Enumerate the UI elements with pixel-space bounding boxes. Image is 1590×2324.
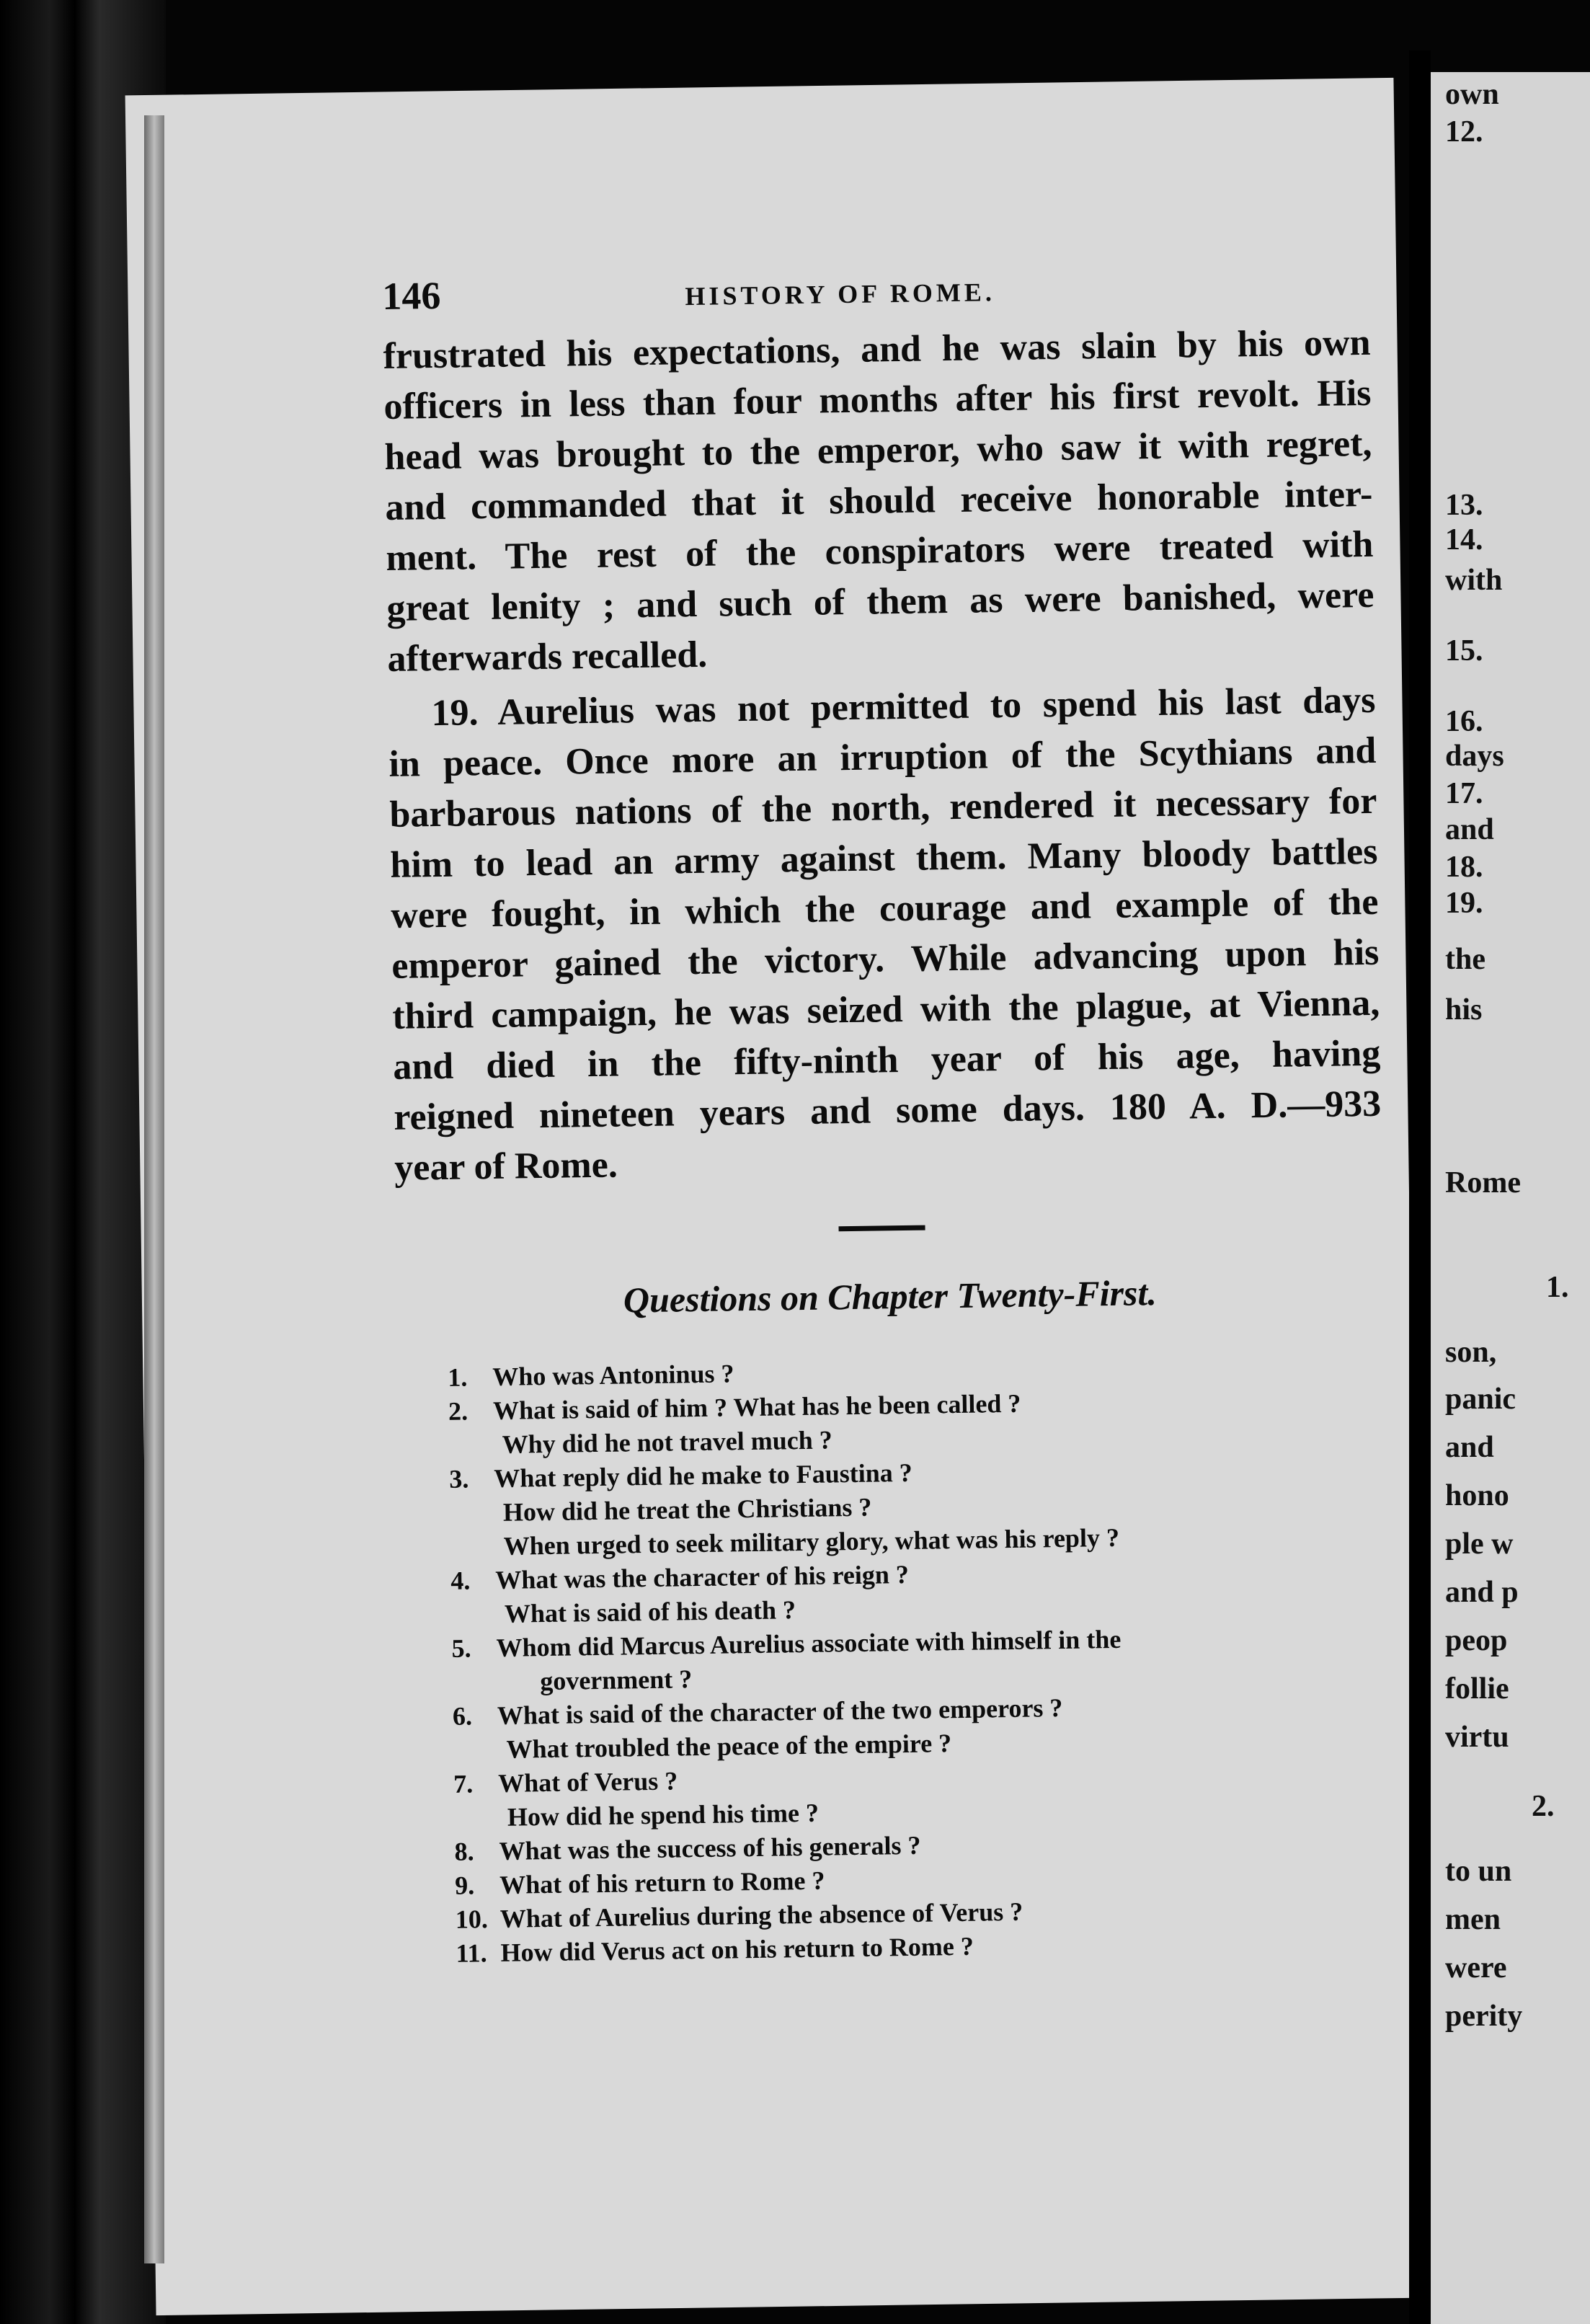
question-text: How did he treat the Christians ? xyxy=(502,1492,872,1527)
text-line: third campaign, he was seized with the plague, at Vienna, xyxy=(391,982,1380,1037)
question-item xyxy=(453,1755,1391,1835)
text-line: were fought, in which the courage and example of the xyxy=(391,881,1379,936)
question-text: How did he spend his time ? xyxy=(507,1798,820,1832)
question-number: 6. xyxy=(452,1701,473,1731)
question-number: 3. xyxy=(449,1464,469,1494)
text-line: and died in the fifty-ninth year of his age, having xyxy=(392,1032,1381,1088)
question-texts xyxy=(495,1558,910,1631)
question-text: What of Aurelius during the absence of Verus ? xyxy=(499,1897,1023,1933)
question-text: Who was Antoninus ? xyxy=(492,1359,734,1392)
text-line: frustrated his expectations, and he was slain by his own xyxy=(383,321,1371,377)
facing-line: son, xyxy=(1445,1336,1497,1369)
question-number: 1. xyxy=(448,1362,468,1392)
facing-line: ple w xyxy=(1445,1527,1514,1561)
section-divider xyxy=(839,1225,925,1232)
paragraph xyxy=(388,675,1382,1194)
page-content xyxy=(382,260,1393,1972)
facing-line: perity xyxy=(1445,2000,1523,2033)
questions-list xyxy=(397,1348,1393,1972)
text-line: great lenity ; and such of them as were banished, were xyxy=(386,574,1374,629)
question-number: 7. xyxy=(453,1769,474,1799)
facing-line: to un xyxy=(1445,1855,1512,1888)
question-texts xyxy=(493,1387,1022,1462)
questions-heading: Questions on Chapter Twenty-First. xyxy=(623,1272,1158,1321)
text-line: emperor gained the victory. While advancing upon his xyxy=(391,931,1380,987)
facing-line: 1. xyxy=(1546,1271,1569,1304)
question-number: 8. xyxy=(454,1837,474,1866)
text-line: officers in less than four months after his first revolt. His xyxy=(383,372,1372,427)
facing-line: peop xyxy=(1445,1624,1508,1657)
question-texts xyxy=(498,1762,819,1835)
question-text: government ? xyxy=(539,1664,693,1696)
text-line: barbarous nations of the north, rendered it necessary for xyxy=(389,780,1377,835)
text-line: reigned nineteen years and some days. 180 A. D.—933 xyxy=(393,1083,1382,1138)
text-line: him to lead an army against them. Many bloody battles xyxy=(390,830,1378,886)
question-texts xyxy=(496,1623,1122,1699)
question-item xyxy=(448,1382,1386,1463)
question-item xyxy=(450,1551,1388,1632)
page-edge xyxy=(144,115,164,2263)
facing-line: virtu xyxy=(1445,1721,1509,1754)
facing-line: were xyxy=(1445,1951,1507,1984)
facing-line: and xyxy=(1445,813,1494,846)
facing-page xyxy=(1431,72,1590,2324)
question-number: 4. xyxy=(450,1566,471,1595)
facing-line: Rome xyxy=(1445,1166,1521,1199)
question-item xyxy=(453,1687,1390,1768)
facing-line: 19. xyxy=(1445,887,1483,920)
facing-line: 13. xyxy=(1445,489,1483,522)
question-text: Whom did Marcus Aurelius associate with himself in the xyxy=(496,1624,1122,1662)
question-text: What is said of his death ? xyxy=(504,1595,796,1628)
question-text: When urged to seek military glory, what was his reply ? xyxy=(503,1522,1120,1561)
facing-line: 15. xyxy=(1445,634,1483,668)
question-texts xyxy=(499,1864,825,1902)
paragraph xyxy=(383,318,1375,685)
question-text: What is said of him ? What has he been called ? xyxy=(492,1388,1021,1426)
question-texts xyxy=(500,1930,974,1970)
question-text: Why did he not travel much ? xyxy=(502,1425,832,1459)
question-text: What is said of the character of the two emperors ? xyxy=(497,1693,1063,1730)
question-number: 9. xyxy=(454,1871,475,1900)
page-number: 146 xyxy=(382,273,441,318)
question-number: 10. xyxy=(455,1904,489,1934)
facing-line: the xyxy=(1445,943,1485,976)
question-number: 5. xyxy=(451,1633,471,1663)
text-line: ment. The rest of the conspirators were treated with xyxy=(386,523,1374,579)
question-texts xyxy=(499,1829,921,1868)
question-texts xyxy=(492,1357,734,1394)
text-line: head was brought to the emperor, who saw it with regret, xyxy=(384,422,1372,478)
question-text: What was the character of his reign ? xyxy=(495,1559,910,1595)
question-texts xyxy=(494,1453,1119,1564)
facing-line: 16. xyxy=(1445,705,1483,738)
facing-line: panic xyxy=(1445,1383,1516,1416)
text-line: year of Rome. xyxy=(394,1144,618,1189)
facing-line: his xyxy=(1445,993,1483,1026)
question-item xyxy=(451,1619,1389,1700)
facing-line: 12. xyxy=(1445,115,1483,148)
facing-line: 2. xyxy=(1532,1790,1555,1823)
question-number: 11. xyxy=(456,1938,487,1968)
facing-line: 14. xyxy=(1445,523,1483,556)
facing-line: days xyxy=(1445,740,1504,773)
facing-line: with xyxy=(1445,564,1503,597)
text-line: 19. Aurelius was not permitted to spend his last days xyxy=(431,679,1376,735)
facing-line: follie xyxy=(1445,1672,1509,1706)
question-item xyxy=(449,1450,1387,1564)
facing-line: and p xyxy=(1445,1576,1519,1609)
question-text: What reply did he make to Faustina ? xyxy=(494,1458,912,1493)
facing-line: 17. xyxy=(1445,777,1483,810)
text-line: in peace. Once more an irruption of the Scythians and xyxy=(388,729,1377,785)
text-line: and commanded that it should receive honorable inter- xyxy=(385,473,1373,528)
book-gutter xyxy=(1409,50,1431,2324)
facing-line: and xyxy=(1445,1431,1494,1464)
facing-line: 18. xyxy=(1445,851,1483,884)
question-text: What of Verus ? xyxy=(497,1766,678,1798)
facing-line: men xyxy=(1445,1903,1501,1936)
facing-line: hono xyxy=(1445,1479,1509,1512)
text-line: afterwards recalled. xyxy=(387,634,708,680)
question-number: 2. xyxy=(448,1396,468,1426)
question-text: What of his return to Rome ? xyxy=(499,1866,825,1899)
question-texts xyxy=(497,1691,1064,1767)
question-text: How did Verus act on his return to Rome ? xyxy=(500,1931,974,1967)
question-text: What troubled the peace of the empire ? xyxy=(506,1729,952,1764)
facing-line: own xyxy=(1445,78,1499,111)
question-text: What was the success of his generals ? xyxy=(499,1830,921,1866)
running-head: HISTORY OF ROME. xyxy=(685,278,996,311)
